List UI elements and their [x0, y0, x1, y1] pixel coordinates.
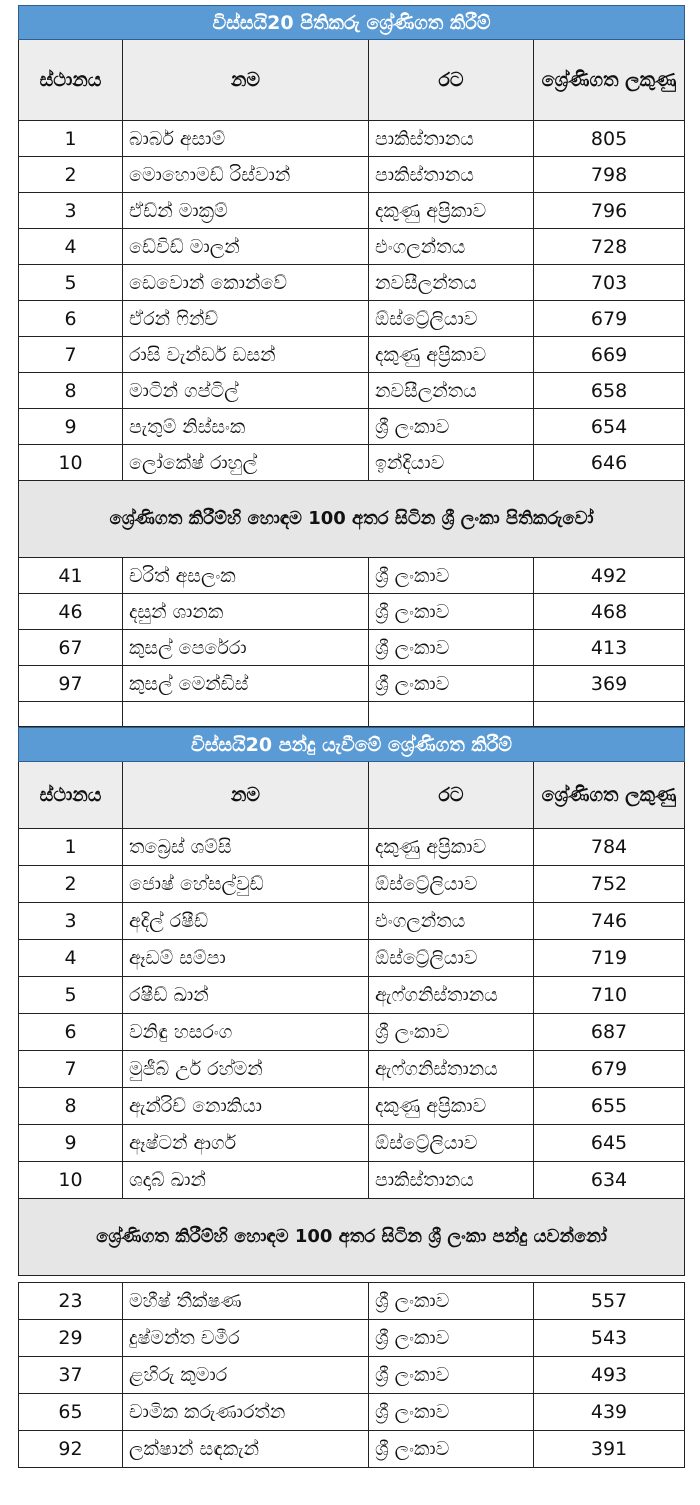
table-row — [19, 193, 685, 229]
table-row — [19, 1431, 685, 1468]
table-row — [19, 594, 685, 630]
header-rank: ස්ථානය — [19, 40, 123, 121]
header-rank: ස්ථානය — [19, 762, 123, 829]
points-cell: 728 — [534, 229, 685, 265]
rank-cell: 97 — [19, 666, 123, 702]
player-name-cell: මොහොමඩ් රිස්වාන් — [123, 157, 369, 193]
country-cell: දකුණු අප්‍රිකාව — [369, 193, 534, 229]
table-row — [19, 940, 685, 977]
batting-sl-heading-row — [19, 481, 685, 558]
country-cell: නවසීලන්තය — [369, 265, 534, 301]
rank-cell: 5 — [19, 265, 123, 301]
table-row — [19, 301, 685, 337]
batting-title-row — [19, 6, 685, 40]
table-row — [19, 1394, 685, 1431]
player-name-cell: මාටින් ගප්ටිල් — [123, 373, 369, 409]
player-name-cell: ඩෙවොන් කොන්වේ — [123, 265, 369, 301]
table-row — [19, 1357, 685, 1394]
player-name-cell: බාබර් අසාම් — [123, 121, 369, 157]
player-name-cell: ශදාබ් ඛාන් — [123, 1162, 369, 1199]
player-name-cell: ඒඩ්න් මාක්‍රම් — [123, 193, 369, 229]
table-row — [19, 666, 685, 702]
player-name-cell: තබ්‍රෙස් ශම්සි — [123, 829, 369, 866]
country-cell: ශ්‍රී ලංකාව — [369, 666, 534, 702]
rank-cell: 2 — [19, 157, 123, 193]
header-country: රට — [369, 40, 534, 121]
rank-cell: 6 — [19, 1014, 123, 1051]
bowling-sl-heading-row — [19, 1199, 685, 1276]
header-points: ශ්‍රේණිගත ලකුණු — [534, 762, 685, 829]
table-row — [19, 373, 685, 409]
bowling-title: විස්සයි20 පන්දු යැවීමේ ශ්‍රේණිගත කිරීම් — [19, 728, 685, 762]
points-cell: 687 — [534, 1014, 685, 1051]
rank-cell: 1 — [19, 121, 123, 157]
points-cell: 646 — [534, 445, 685, 481]
points-cell: 679 — [534, 1051, 685, 1088]
header-points: ශ්‍රේණිගත ලකුණු — [534, 40, 685, 121]
empty-cell — [369, 702, 534, 727]
points-cell: 798 — [534, 157, 685, 193]
bowling-title-row — [19, 728, 685, 762]
table-row — [19, 445, 685, 481]
country-cell: ශ්‍රී ලංකාව — [369, 409, 534, 445]
rank-cell: 46 — [19, 594, 123, 630]
country-cell: දකුණු අප්‍රිකාව — [369, 1088, 534, 1125]
points-cell: 557 — [534, 1283, 685, 1320]
rank-cell: 3 — [19, 193, 123, 229]
empty-cell — [123, 702, 369, 727]
points-cell: 658 — [534, 373, 685, 409]
points-cell: 468 — [534, 594, 685, 630]
player-name-cell: රාසි වැන්ඩර් ඩසන් — [123, 337, 369, 373]
bowling-sl-table — [18, 1282, 685, 1468]
player-name-cell: වනිඳු හසරංග — [123, 1014, 369, 1051]
points-cell: 719 — [534, 940, 685, 977]
table-row — [19, 121, 685, 157]
table-row — [19, 1014, 685, 1051]
country-cell: දකුණු අප්‍රිකාව — [369, 829, 534, 866]
rank-cell: 8 — [19, 1088, 123, 1125]
rank-cell: 5 — [19, 977, 123, 1014]
table-row — [19, 829, 685, 866]
points-cell: 805 — [534, 121, 685, 157]
rank-cell: 4 — [19, 229, 123, 265]
rank-cell: 9 — [19, 409, 123, 445]
points-cell: 543 — [534, 1320, 685, 1357]
table-row — [19, 337, 685, 373]
bowling-sl-heading: ශ්‍රේණිගත කිරීම්හි හොඳම 100 අතර සිටින ශ්‍රී ලංකා පන්දු යවන්නෝ — [19, 1199, 685, 1276]
points-cell: 391 — [534, 1431, 685, 1468]
player-name-cell: ඇන්රිච් නොකියා — [123, 1088, 369, 1125]
country-cell: ශ්‍රී ලංකාව — [369, 1014, 534, 1051]
table-row — [19, 1125, 685, 1162]
country-cell: ශ්‍රී ලංකාව — [369, 630, 534, 666]
rank-cell: 9 — [19, 1125, 123, 1162]
points-cell: 634 — [534, 1162, 685, 1199]
country-cell: ඇෆ්ගනිස්තානය — [369, 977, 534, 1014]
points-cell: 679 — [534, 301, 685, 337]
points-cell: 654 — [534, 409, 685, 445]
rank-cell: 2 — [19, 866, 123, 903]
table-row — [19, 409, 685, 445]
country-cell: ශ්‍රී ලංකාව — [369, 558, 534, 594]
table-row — [19, 1051, 685, 1088]
rank-cell: 67 — [19, 630, 123, 666]
player-name-cell: ලෝකේෂ් රාහුල් — [123, 445, 369, 481]
bowling-header-row — [19, 762, 685, 829]
player-name-cell: කුසල් පෙරේරා — [123, 630, 369, 666]
country-cell: ශ්‍රී ලංකාව — [369, 1283, 534, 1320]
player-name-cell: දසුන් ශානක — [123, 594, 369, 630]
empty-cell — [534, 702, 685, 727]
points-cell: 413 — [534, 630, 685, 666]
batting-title: විස්සයි20 පිතිකරු ශ්‍රේණිගත කිරීම් — [19, 6, 685, 40]
points-cell: 439 — [534, 1394, 685, 1431]
country-cell: ශ්‍රී ලංකාව — [369, 1320, 534, 1357]
player-name-cell: ඈෂ්ටන් ආගර් — [123, 1125, 369, 1162]
rank-cell: 7 — [19, 337, 123, 373]
blank-row — [19, 702, 685, 727]
country-cell: ශ්‍රී ලංකාව — [369, 1431, 534, 1468]
table-row — [19, 229, 685, 265]
player-name-cell: පැතුම් නිස්සංක — [123, 409, 369, 445]
points-cell: 796 — [534, 193, 685, 229]
points-cell: 752 — [534, 866, 685, 903]
country-cell: ඇෆ්ගනිස්තානය — [369, 1051, 534, 1088]
country-cell: ඕස්ට්‍රේලියාව — [369, 940, 534, 977]
points-cell: 710 — [534, 977, 685, 1014]
rankings-sheet — [18, 5, 684, 1468]
rank-cell: 65 — [19, 1394, 123, 1431]
table-row — [19, 1088, 685, 1125]
table-row — [19, 866, 685, 903]
country-cell: ශ්‍රී ලංකාව — [369, 594, 534, 630]
rank-cell: 41 — [19, 558, 123, 594]
rank-cell: 7 — [19, 1051, 123, 1088]
points-cell: 655 — [534, 1088, 685, 1125]
batting-sl-heading: ශ්‍රේණිගත කිරීම්හි හොඳම 100 අතර සිටින ශ්‍රී ලංකා පිතිකරුවෝ — [19, 481, 685, 558]
table-row — [19, 558, 685, 594]
country-cell: ඕස්ට්‍රේලියාව — [369, 866, 534, 903]
table-row — [19, 977, 685, 1014]
country-cell: ශ්‍රී ලංකාව — [369, 1357, 534, 1394]
bowling-rankings-table — [18, 727, 685, 1276]
points-cell: 493 — [534, 1357, 685, 1394]
rank-cell: 3 — [19, 903, 123, 940]
player-name-cell: දුෂ්මන්ත චමීර — [123, 1320, 369, 1357]
country-cell: ශ්‍රී ලංකාව — [369, 1394, 534, 1431]
player-name-cell: මහීෂ් තීක්ෂණ — [123, 1283, 369, 1320]
rank-cell: 4 — [19, 940, 123, 977]
rank-cell: 29 — [19, 1320, 123, 1357]
table-row — [19, 1162, 685, 1199]
points-cell: 369 — [534, 666, 685, 702]
header-name: නම — [123, 40, 369, 121]
player-name-cell: ලක්ෂාන් සඳකැන් — [123, 1431, 369, 1468]
rank-cell: 23 — [19, 1283, 123, 1320]
country-cell: ඕස්ට්‍රේලියාව — [369, 1125, 534, 1162]
table-row — [19, 1320, 685, 1357]
player-name-cell: ඒරන් ෆින්ච් — [123, 301, 369, 337]
player-name-cell: ළහිරු කුමාර — [123, 1357, 369, 1394]
table-row — [19, 630, 685, 666]
player-name-cell: ඈඩම් සම්පා — [123, 940, 369, 977]
table-row — [19, 903, 685, 940]
rank-cell: 10 — [19, 1162, 123, 1199]
rank-cell: 1 — [19, 829, 123, 866]
player-name-cell: කුසල් මෙන්ඩිස් — [123, 666, 369, 702]
points-cell: 703 — [534, 265, 685, 301]
header-country: රට — [369, 762, 534, 829]
rank-cell: 10 — [19, 445, 123, 481]
country-cell: දකුණු අප්‍රිකාව — [369, 337, 534, 373]
country-cell: පාකිස්තානය — [369, 1162, 534, 1199]
country-cell: පාකිස්තානය — [369, 157, 534, 193]
player-name-cell: රෂීඩ් ඛාන් — [123, 977, 369, 1014]
country-cell: ඕස්ට්‍රේලියාව — [369, 301, 534, 337]
points-cell: 645 — [534, 1125, 685, 1162]
batting-rankings-table — [18, 5, 685, 727]
points-cell: 784 — [534, 829, 685, 866]
player-name-cell: චරිත් අසලංක — [123, 558, 369, 594]
batting-header-row — [19, 40, 685, 121]
player-name-cell: අදිල් රෂීඩ් — [123, 903, 369, 940]
country-cell: එංගලන්තය — [369, 903, 534, 940]
table-row — [19, 265, 685, 301]
country-cell: නවසීලන්තය — [369, 373, 534, 409]
rank-cell: 37 — [19, 1357, 123, 1394]
country-cell: පාකිස්තානය — [369, 121, 534, 157]
rank-cell: 92 — [19, 1431, 123, 1468]
points-cell: 746 — [534, 903, 685, 940]
player-name-cell: චාමික කරුණාරත්න — [123, 1394, 369, 1431]
table-row — [19, 1283, 685, 1320]
points-cell: 492 — [534, 558, 685, 594]
country-cell: එංගලන්තය — [369, 229, 534, 265]
header-name: නම — [123, 762, 369, 829]
country-cell: ඉන්දියාව — [369, 445, 534, 481]
empty-cell — [19, 702, 123, 727]
player-name-cell: මුජීබ් උර් රහ්මන් — [123, 1051, 369, 1088]
player-name-cell: ඩේවිඩ් මාලන් — [123, 229, 369, 265]
table-row — [19, 157, 685, 193]
rank-cell: 6 — [19, 301, 123, 337]
player-name-cell: ජොෂ් හේසල්වුඩ් — [123, 866, 369, 903]
rank-cell: 8 — [19, 373, 123, 409]
points-cell: 669 — [534, 337, 685, 373]
